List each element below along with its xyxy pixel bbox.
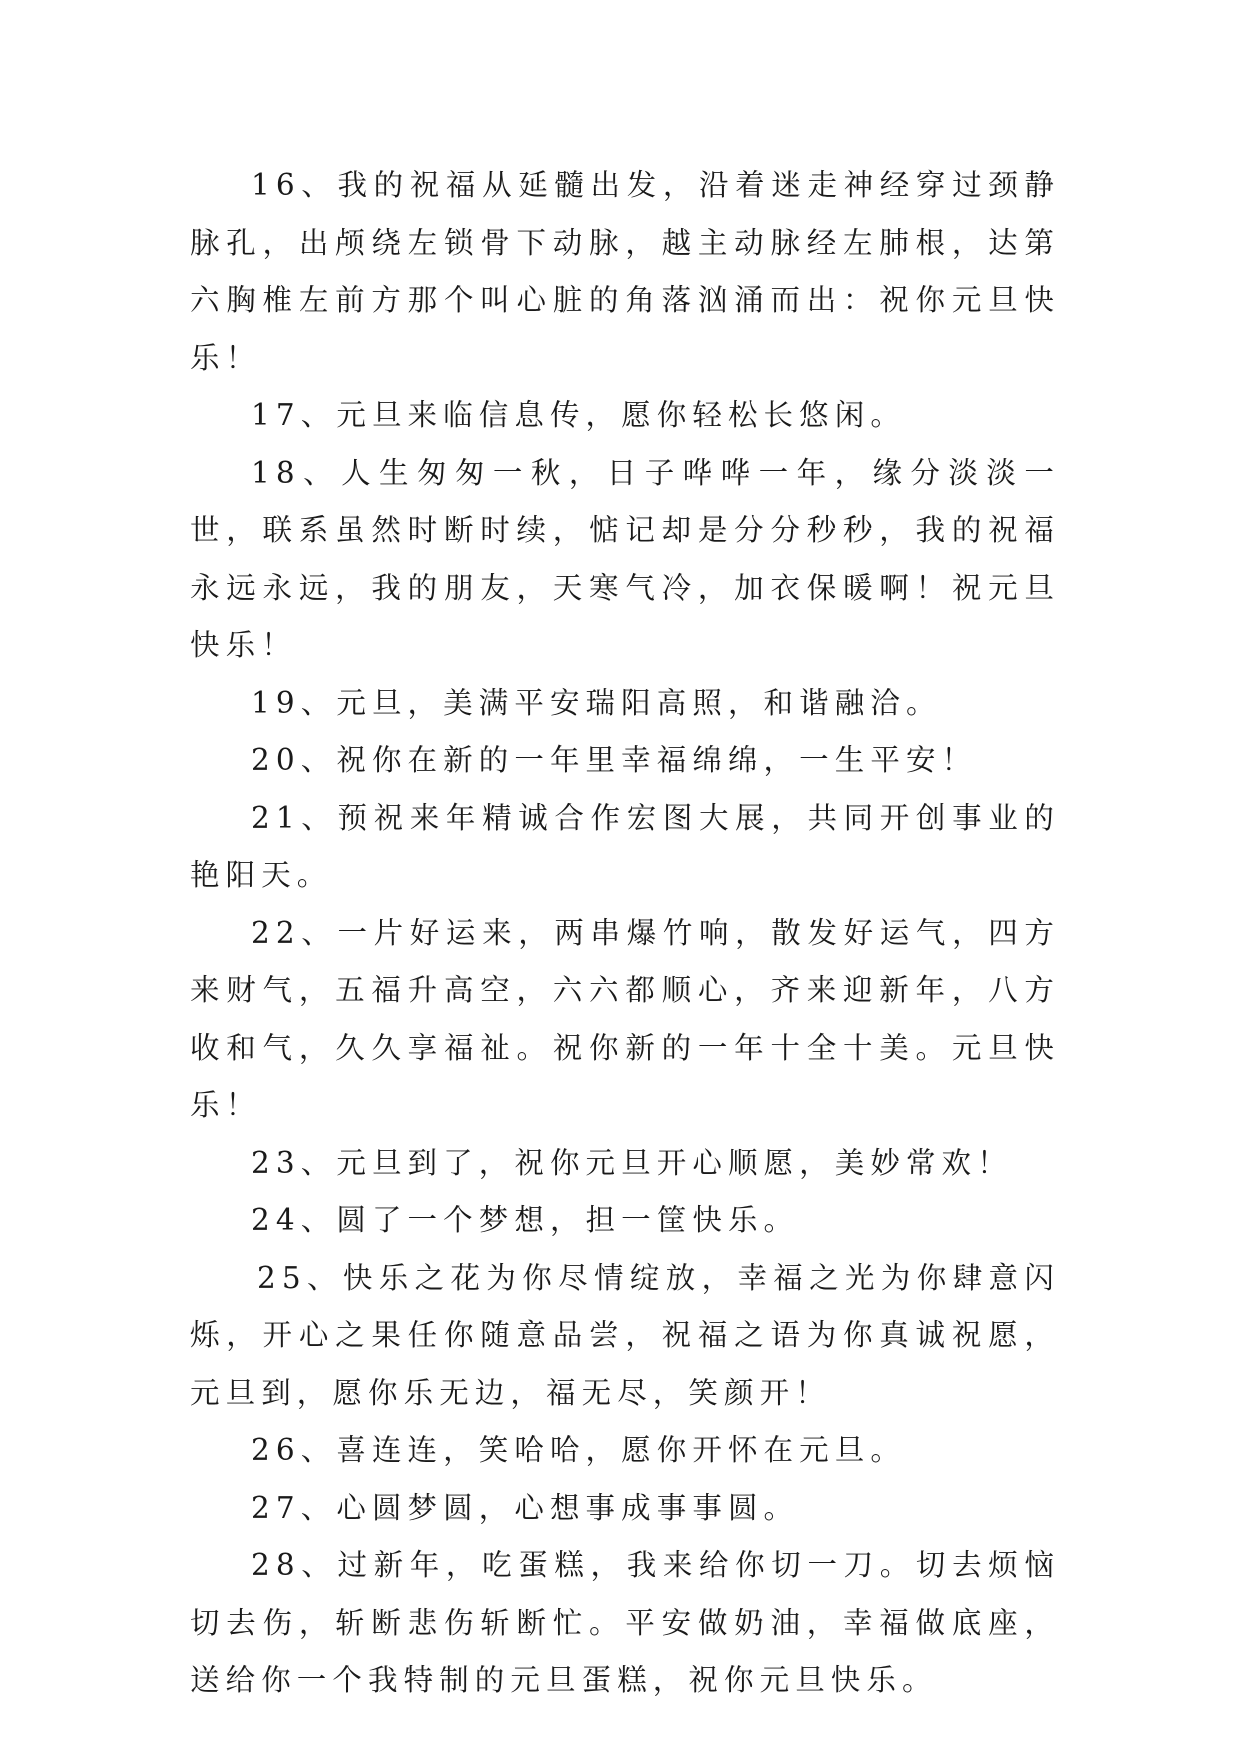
document-body: [190, 157, 1060, 1710]
paragraph-23: 23、元旦到了，祝你元旦开心顺愿，美妙常欢！: [251, 1145, 1013, 1180]
paragraph-19: 19、元旦，美满平安瑞阳高照，和谐融洽。: [251, 685, 942, 720]
paragraph-22: 22、一片好运来，两串爆竹响，散发好运气，四方来财气，五福升高空，六六都顺心，齐来迎新年，八方收和气，久久享福祉。祝你新的一年十全十美。元旦快乐！: [190, 915, 1060, 1122]
paragraph-18: 18、人生匆匆一秋，日子哗哗一年，缘分淡淡一世，联系虽然时断时续，惦记却是分分秒秒，我的祝福永远永远，我的朋友，天寒气冷，加衣保暖啊！祝元旦快乐！: [190, 455, 1060, 662]
paragraph-27: 27、心圆梦圆，心想事成事事圆。: [251, 1490, 800, 1525]
paragraph-17: 17、元旦来临信息传，愿你轻松长悠闲。: [251, 398, 906, 432]
paragraph-21: 21、预祝来年精诚合作宏图大展，共同开创事业的艳阳天。: [190, 800, 1060, 892]
paragraph-20: 20、祝你在新的一年里幸福绵绵，一生平安！: [251, 743, 978, 777]
paragraph-16: 16、我的祝福从延髓出发，沿着迷走神经穿过颈静脉孔，出颅绕左锁骨下动脉，越主动脉经左肺根，达第六胸椎左前方那个叫心脏的角落汹涌而出：祝你元旦快乐！: [190, 168, 1060, 375]
paragraph-28: 28、过新年，吃蛋糕，我来给你切一刀。切去烦恼切去伤，斩断悲伤斩断忙。平安做奶油，幸福做底座，送给你一个我特制的元旦蛋糕，祝你元旦快乐。: [190, 1548, 1060, 1697]
paragraph-24: 24、圆了一个梦想，担一筐快乐。: [251, 1203, 800, 1237]
paragraph-26: 26、喜连连，笑哈哈，愿你开怀在元旦。: [251, 1433, 906, 1467]
paragraph-25: 25、快乐之花为你尽情绽放，幸福之光为你肆意闪烁，开心之果任你随意品尝，祝福之语为你真诚祝愿，元旦到，愿你乐无边，福无尽，笑颜开！: [190, 1260, 1060, 1410]
